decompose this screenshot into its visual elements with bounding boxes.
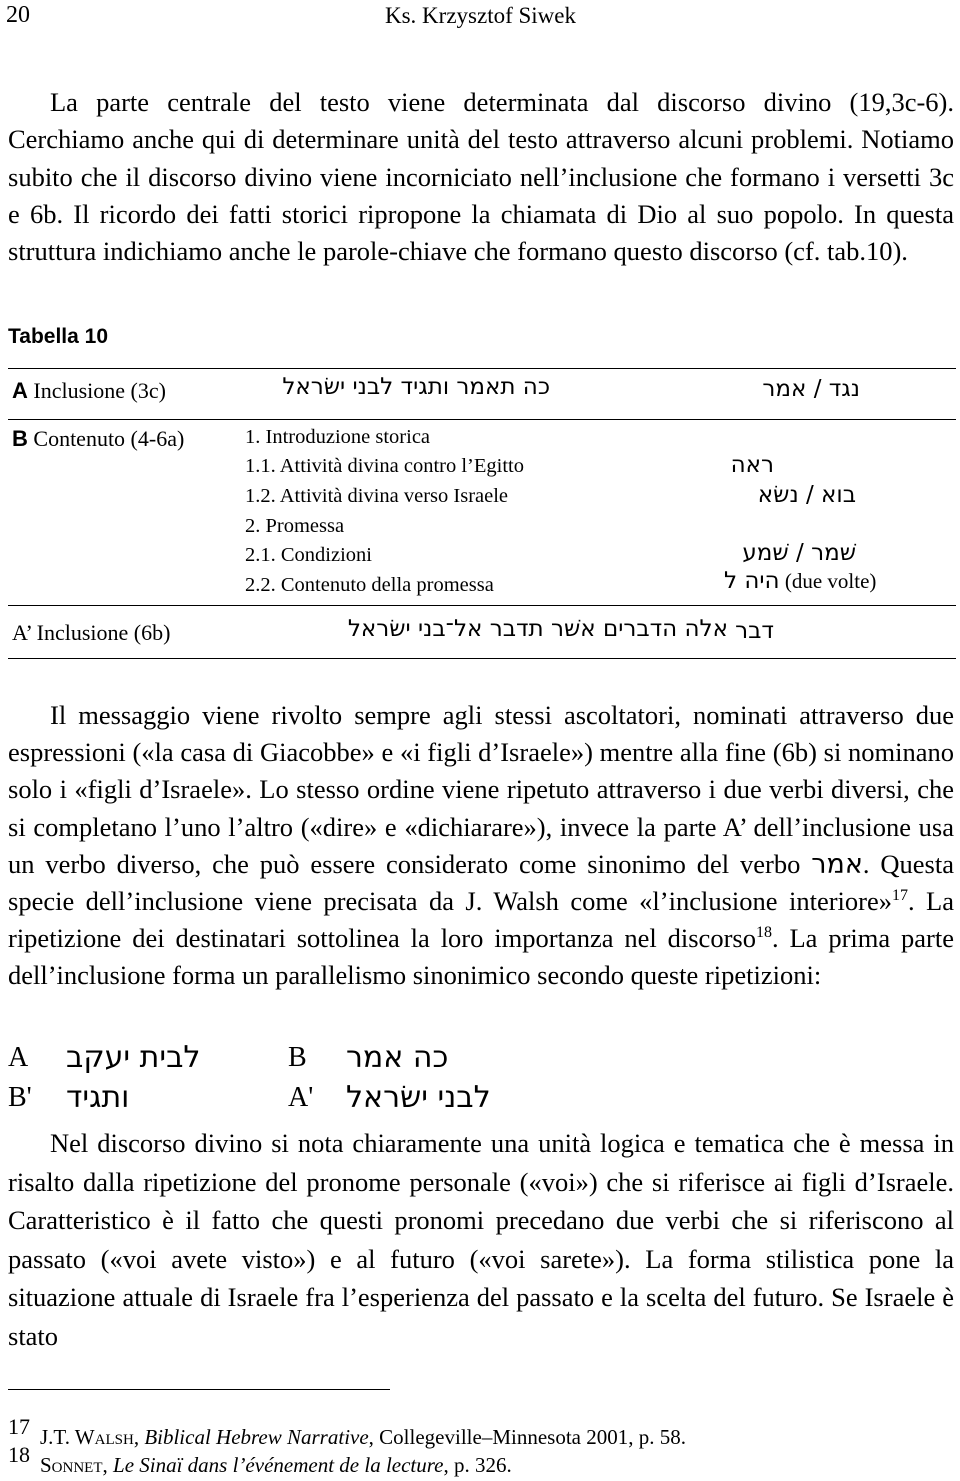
row-letter: A <box>12 378 28 403</box>
footnote-separator <box>8 1389 390 1390</box>
row-label: Contenuto (4-6a) <box>33 426 185 451</box>
hebrew-keyword-repeated <box>724 568 876 594</box>
footnote-number: 18 <box>8 1442 30 1467</box>
footnote-author: J.T. Walsh <box>40 1425 134 1449</box>
paragraph-intro: La parte centrale del testo viene determinata dal discorso divino (19,3c-6). Cerchiamo anche qui di determinare unità del testo attraverso alcuni problemi. Notiamo subito che il discorso divino viene incorniciato nell’inclusione che formano i versetti 3c e 6b. Il ricordo dei fatti storici ripropone la chiamata di Dio al suo popolo. In questa struttura indichiamo anche le parole-chiave che formano questo discorso (cf. tab.10). <box>8 87 954 267</box>
table-rule-bottom <box>8 658 956 659</box>
hebrew-phrase-6b: אלה הדברים אשׁר תדבר אל־בני ישׂראל <box>347 616 728 642</box>
hebrew-keyword: שׁמר / שׁמע <box>742 540 856 566</box>
footnote-separator-text: , <box>133 1425 145 1449</box>
running-head-author: Ks. Krzysztof Siwek <box>385 3 576 28</box>
text-run: Il messaggio viene rivolto sempre agli stessi ascoltatori, nominati attraverso due espressioni («la casa di Giacobbe» e «i figli d’Israele») mentre alla fine (6b) si nominano solo i «figli d’Israele». Lo stesso ordine viene ripetuto attraverso i due verbi diversi, che si completano l’uno l’altro («dire» e «dichiarare»), invece la parte A’ dell’inclusione usa un verbo diverso, che può essere considerato come sinonimo del verbo <box>8 700 954 879</box>
parallel-label: A' <box>288 1082 314 1113</box>
outline-item: 2.1. Condizioni <box>245 544 372 566</box>
footnote-title: Le Sinaï dans l’événement de la lecture <box>113 1453 444 1477</box>
twice-note: (due volte) <box>784 569 877 593</box>
table-rule <box>8 419 956 420</box>
footnote-ref-17[interactable]: 17 <box>891 887 908 905</box>
parallel-label: B' <box>8 1082 32 1113</box>
parallelism-scheme <box>8 1040 708 1130</box>
row-label: Inclusione (3c) <box>33 378 166 403</box>
hebrew-parallel: לבני ישׂראל <box>346 1080 491 1115</box>
hebrew-keyword: בוא / נשׂא <box>757 482 856 508</box>
table-row-b-label <box>12 426 184 452</box>
hebrew-keyword: היה ל <box>724 568 780 594</box>
hebrew-parallel: כה אמר <box>346 1040 449 1075</box>
footnote-details: , p. 326. <box>443 1453 512 1477</box>
footnote-separator-text: , <box>102 1453 114 1477</box>
footnote-18 <box>8 1442 512 1478</box>
text-run: . La ripetizione dei destinatari sottolinea la loro importanza nel discorso <box>8 886 954 954</box>
paragraph-pronouns: Nel discorso divino si nota chiaramente una unità logica e tematica che è messa in risalto dalla ripetizione del pronome personale («voi») che si riferisce ai figli d’Israele. Caratteristico è il fatto che questi pronomi precedano due verbi che si riferiscono al passato («voi avete visto») e al futuro («voi sarete»). La forma stilistica pone la situazione attuale di Israele fra l’esperienza del passato e la scelta del futuro. Se Israele è stato <box>8 1128 954 1351</box>
parallel-label: B <box>288 1042 307 1073</box>
footnote-title: Biblical Hebrew Narrative <box>144 1425 369 1449</box>
footnote-details: , Collegeville–Minnesota 2001, p. 58. <box>368 1425 686 1449</box>
hebrew-keywords-a: נגד / אמר <box>762 376 860 402</box>
outline-item: 2.2. Contenuto della promessa <box>245 574 494 596</box>
hebrew-keyword-a2: דבר <box>735 618 774 644</box>
outline-item: 1.1. Attività divina contro l’Egitto <box>245 455 524 477</box>
table-rule-top <box>8 368 956 369</box>
hebrew-parallel: לבית יעקב <box>66 1040 201 1075</box>
paragraph-analysis <box>8 697 954 995</box>
page-number: 20 <box>6 2 30 28</box>
hebrew-verb: אמר <box>811 848 863 880</box>
footnote-17 <box>8 1414 686 1450</box>
table-row-a2-label: A’ Inclusione (6b) <box>12 620 171 645</box>
parallel-label: A <box>8 1042 29 1073</box>
footnote-author: Sonnet <box>40 1453 103 1477</box>
outline-item: 1. Introduzione storica <box>245 426 431 448</box>
hebrew-keyword: ראה <box>730 452 774 478</box>
footnote-ref-18[interactable]: 18 <box>755 924 772 942</box>
hebrew-phrase-3c: כה תאמר ותגיד לבני ישׂראל <box>282 374 550 400</box>
outline-item: 2. Promessa <box>245 515 345 537</box>
text-run: . Questa specie dell’inclusione viene precisata da J. Walsh come «l’inclusione interiore» <box>8 848 954 917</box>
table-title: Tabella 10 <box>8 325 108 348</box>
footnote-number: 17 <box>8 1414 30 1439</box>
table-row-a-label <box>12 378 166 404</box>
table-rule <box>8 605 956 606</box>
text-run: . La prima parte dell’inclusione forma un parallelismo sinonimico secondo queste ripetizioni: <box>8 923 954 991</box>
row-letter: B <box>12 426 28 451</box>
running-header <box>0 2 960 36</box>
outline-item: 1.2. Attività divina verso Israele <box>245 485 509 507</box>
hebrew-parallel: ותגיד <box>66 1080 130 1115</box>
